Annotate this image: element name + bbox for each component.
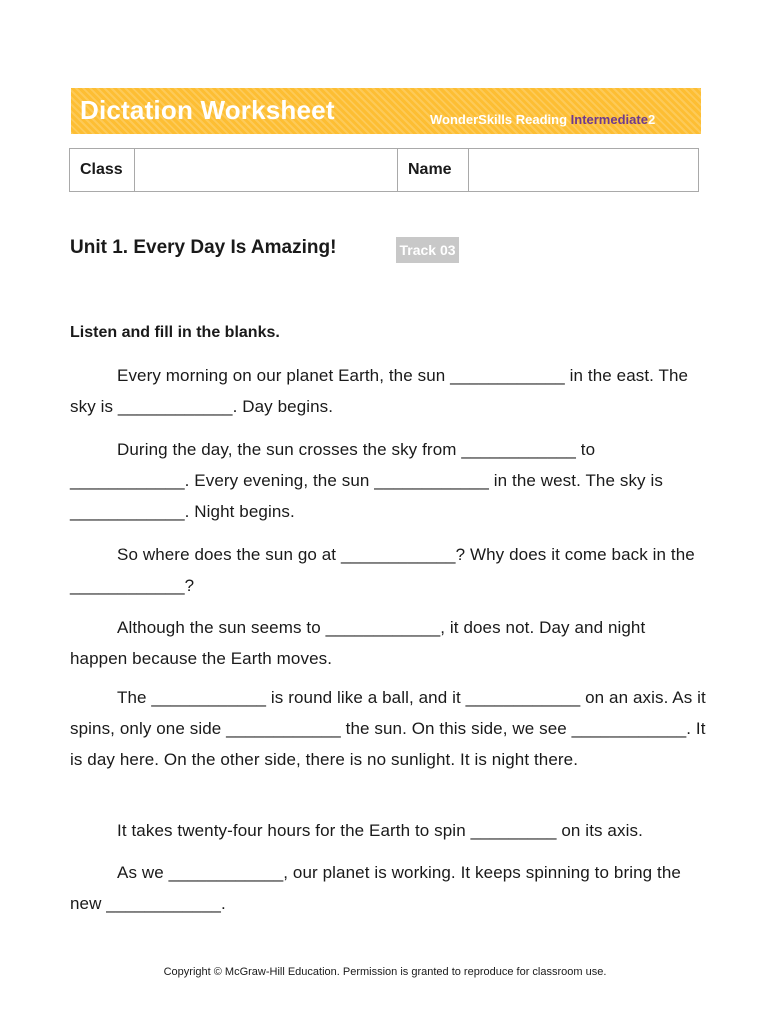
paragraph-1: Every morning on our planet Earth, the sun ____________ in the east. The sky is ____________. Day begins. <box>70 366 689 416</box>
series-name: WonderSkills Reading <box>430 112 568 127</box>
paragraph-5: The ____________ is round like a ball, and it ____________ on an axis. As it spins, only one side ____________ the sun. On this side, we see ____________. It is day here. On the other side, there is no sunlight. It is night there. <box>70 688 706 769</box>
level-name: Intermediate <box>570 112 648 127</box>
class-field[interactable] <box>135 149 398 192</box>
worksheet-header-banner <box>71 88 701 134</box>
paragraph-3: So where does the sun go at ____________? Why does it come back in the ____________? <box>70 545 695 595</box>
paragraph-4: Although the sun seems to ____________, it does not. Day and night happen because the Earth moves. <box>70 618 646 668</box>
worksheet-title: Dictation Worksheet <box>80 95 335 125</box>
class-label: Class <box>70 149 135 192</box>
instructions: Listen and fill in the blanks. <box>70 324 280 341</box>
level-number: 2 <box>647 112 656 127</box>
series-label <box>430 112 655 127</box>
paragraph-6: It takes twenty-four hours for the Earth to spin _________ on its axis. <box>117 821 643 840</box>
unit-title: Unit 1. Every Day Is Amazing! <box>70 237 337 258</box>
paragraph-2: During the day, the sun crosses the sky from ____________ to ____________. Every evening, the sun ____________ in the west. The sky is ____________. Night begins. <box>70 440 663 521</box>
copyright-footer: Copyright © McGraw-Hill Education. Permission is granted to reproduce for classroom use. <box>163 966 607 978</box>
student-info-table <box>69 148 699 192</box>
name-label: Name <box>398 149 469 192</box>
paragraph-7: As we ____________, our planet is working. It keeps spinning to bring the new ____________. <box>70 863 681 913</box>
track-badge: Track 03 <box>396 237 459 263</box>
name-field[interactable] <box>469 149 699 192</box>
